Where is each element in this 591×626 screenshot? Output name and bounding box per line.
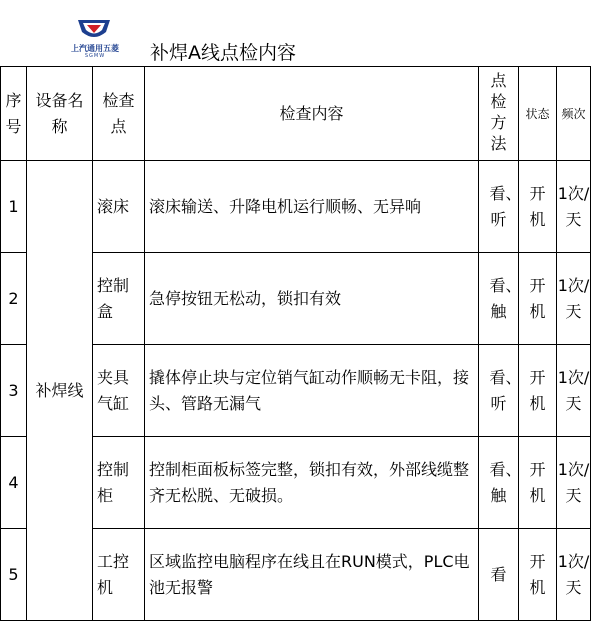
table-row [1,161,591,253]
header-state: 状态 [519,67,557,161]
row-method: 看、听 [479,345,519,437]
header-freq: 频次 [557,67,591,161]
row-point: 工控机 [93,529,145,621]
row-method: 看、听 [479,161,519,253]
device-group-cell: 补焊线 [27,161,93,621]
header-method: 点检方法 [479,67,519,161]
logo-company-name: 上汽通用五菱 [71,44,119,53]
row-method: 看、触 [479,253,519,345]
row-seq: 4 [1,437,27,529]
row-seq: 2 [1,253,27,345]
row-point: 控制盒 [93,253,145,345]
row-point: 控制柜 [93,437,145,529]
row-content: 滚床输送、升降电机运行顺畅、无异响 [145,161,479,253]
row-method: 看、触 [479,437,519,529]
row-state: 开机 [519,529,557,621]
row-freq: 1次/天 [557,345,591,437]
page-title: 补焊A线点检内容 [150,42,296,64]
header-seq: 序号 [1,67,27,161]
row-content: 区域监控电脑程序在线且在RUN模式，PLC电池无报警 [145,529,479,621]
row-content: 急停按钮无松动，锁扣有效 [145,253,479,345]
header-point: 检查点 [93,67,145,161]
row-state: 开机 [519,253,557,345]
row-seq: 3 [1,345,27,437]
header-device: 设备名称 [27,67,93,161]
row-freq: 1次/天 [557,437,591,529]
row-seq: 1 [1,161,27,253]
row-content: 撬体停止块与定位销气缸动作顺畅无卡阻，接头、管路无漏气 [145,345,479,437]
company-logo [58,18,132,60]
row-point: 滚床 [93,161,145,253]
row-content: 控制柜面板标签完整，锁扣有效，外部线缆整齐无松脱、无破损。 [145,437,479,529]
inspection-table [0,66,591,621]
row-state: 开机 [519,161,557,253]
row-point: 夹具气缸 [93,345,145,437]
row-method: 看 [479,529,519,621]
row-freq: 1次/天 [557,253,591,345]
row-state: 开机 [519,437,557,529]
row-freq: 1次/天 [557,161,591,253]
sgmw-emblem-icon [76,18,112,42]
header-content: 检查内容 [145,67,479,161]
logo-abbreviation: SGMW [84,53,106,59]
row-seq: 5 [1,529,27,621]
row-state: 开机 [519,345,557,437]
header-row [1,67,591,161]
row-freq: 1次/天 [557,529,591,621]
